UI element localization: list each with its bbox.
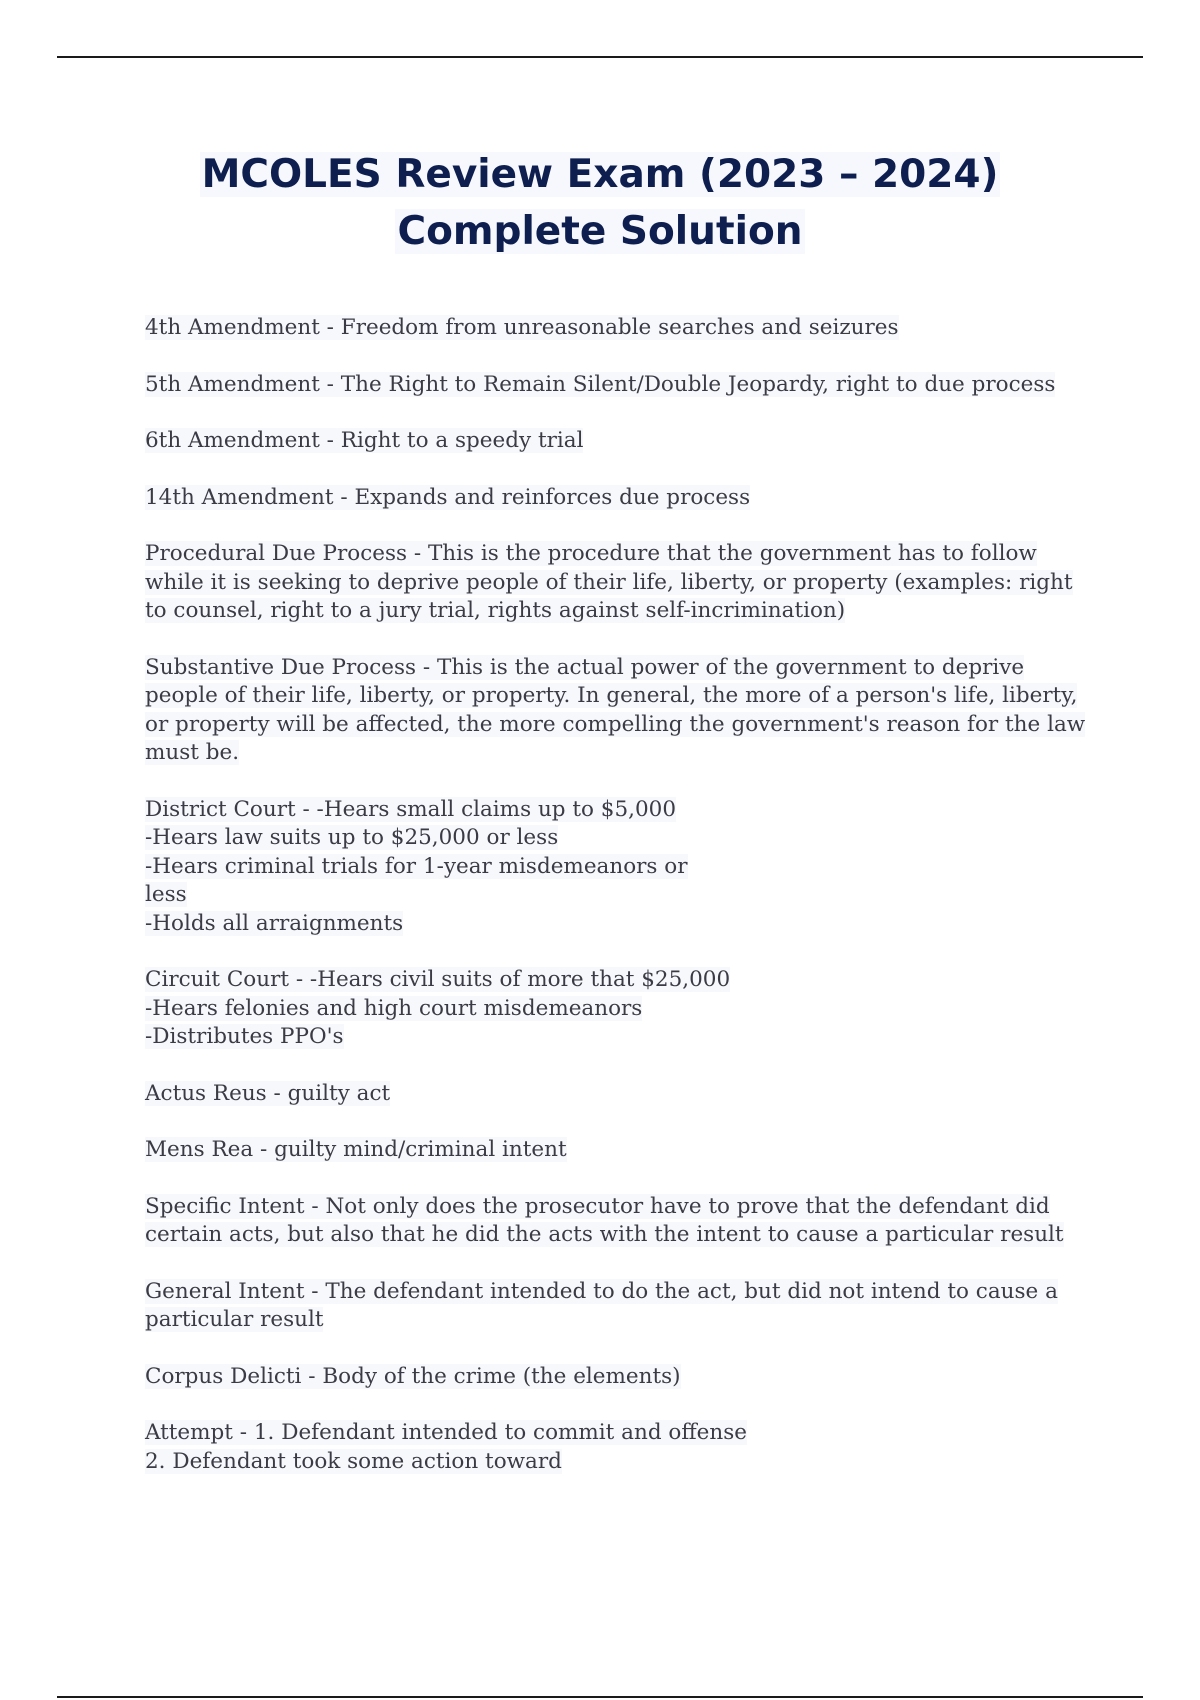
entry-text: General Intent - The defendant intended to do the act, but did not intend to cause a particular result	[145, 1278, 1058, 1332]
entry-text: Actus Reus - guilty act	[145, 1080, 391, 1106]
entry-text: Substantive Due Process - This is the actual power of the government to deprive people of their life, liberty, or property. In general, the more of a person's life, liberty, or property will be affected, the more compelling the government's reason for the law must be.	[145, 654, 1086, 765]
entry-text: 5th Amendment - The Right to Remain Silent/Double Jeopardy, right to due process	[145, 371, 1056, 397]
entry-text: Attempt - 1. Defendant intended to commit and offense 2. Defendant took some action toward	[145, 1420, 747, 1474]
entry-procedural-due-process	[145, 540, 1095, 626]
title-line-1: MCOLES Review Exam (2023 – 2024)	[201, 152, 999, 197]
entry-4th-amendment	[145, 314, 1095, 343]
entry-text: 4th Amendment - Freedom from unreasonable searches and seizures	[145, 315, 899, 340]
entry-corpus-delicti	[145, 1363, 1095, 1392]
entry-text: 6th Amendment - Right to a speedy trial	[145, 428, 584, 453]
entry-circuit-court	[145, 966, 1095, 1052]
entry-general-intent	[145, 1278, 1095, 1335]
entry-text: Procedural Due Process - This is the procedure that the government has to follow while it is seeking to deprive people of their life, liberty, or property (examples: right to counsel, right to a jury trial, rights against self-incrimination)	[145, 541, 1073, 623]
entry-attempt	[145, 1419, 1095, 1476]
entry-text: Specific Intent - Not only does the prosecutor have to prove that the defendant did certain acts, but also that he did the acts with the intent to cause a particular result	[145, 1193, 1064, 1247]
entry-5th-amendment	[145, 371, 1095, 400]
entry-14th-amendment	[145, 484, 1095, 513]
entry-text: 14th Amendment - Expands and reinforces due process	[145, 484, 751, 510]
entry-actus-reus	[145, 1080, 1095, 1109]
entry-district-court	[145, 796, 1095, 939]
entry-mens-rea	[145, 1136, 1095, 1165]
entry-text: Mens Rea - guilty mind/criminal intent	[145, 1137, 567, 1162]
title-line-2: Complete Solution	[397, 209, 803, 254]
entry-text: Corpus Delicti - Body of the crime (the elements)	[145, 1363, 681, 1389]
entry-substantive-due-process	[145, 654, 1095, 768]
entry-text: District Court - -Hears small claims up to $5,000 -Hears law suits up to $25,000 or less -Hears criminal trials for 1-year misdemeanors or less -Holds all arraignments	[145, 796, 688, 936]
entry-specific-intent	[145, 1193, 1095, 1250]
entry-6th-amendment	[145, 427, 1095, 456]
page-title	[0, 146, 1200, 260]
header-divider	[57, 56, 1143, 58]
footer-divider	[57, 1696, 1143, 1698]
document-body	[145, 314, 1095, 1504]
entry-text: Circuit Court - -Hears civil suits of more that $25,000 -Hears felonies and high court misdemeanors -Distributes PPO's	[145, 967, 731, 1049]
